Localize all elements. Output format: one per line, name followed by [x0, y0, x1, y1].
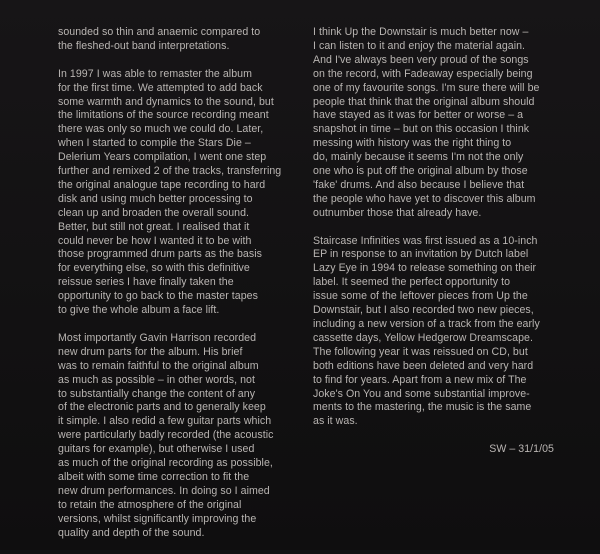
paragraph: I think Up the Downstair is much better now – I can listen to it and enjoy the material again. And I've always been very proud of the songs on the record, with Fadeaway especially being one of my favourite songs. I'm sure there will be people that think that the original album should have stayed as it was for better or worse – a snapshot in time – but on this occasion I think messing with history was the right thing to do, mainly because it seems I'm not the only one who is put off the original album by those 'fake' drums. And also because I believe that the people who have yet to discover this album outnumber those that already have. [313, 26, 540, 219]
paragraph: Staircase Infinities was first issued as a 10-inch EP in response to an invitation by Dutch label Lazy Eye in 1994 to release something on their label. It seemed the perfect opportunity to issue some of the leftover pieces from Up the Downstair, but I also recorded two new pieces, including a new version of a track from the early cassette days, Yellow Hedgerow Dreamscape. The following year it was reissued on CD, but both editions have been deleted and very hard to find for years. Apart from a new mix of The Joke's On You and some substantial improve- ments to the mastering, the music is the same as it was. [313, 234, 540, 428]
signature: SW – 31/1/05 [489, 443, 554, 456]
paragraph: sounded so thin and anaemic compared to the fleshed-out band interpretations. [58, 26, 261, 52]
paragraph: In 1997 I was able to remaster the album for the first time. We attempted to add back some warmth and dynamics to the sound, but the limitations of the source recording meant there was only so much we could do. Later, when I started to compile the Stars Die – Delerium Years compilation, I went one step further and remixed 2 of the tracks, transferring the original analogue tape recording to hard disk and using much better processing to clean up and broaden the overall sound. Better, but still not great. I realised that it could never be how I wanted it to be with those programmed drum parts as the basis for everything else, so with this definitive reissue series I have finally taken the opportunity to go back to the master tapes to give the whole album a face lift. [58, 67, 282, 317]
paragraph: Most importantly Gavin Harrison recorded new drum parts for the album. His brief was to remain faithful to the original album as much as possible – in other words, not to substantially change the content of any of the electronic parts and to generally keep it simple. I also redid a few guitar parts which were particularly badly recorded (the acoustic guitars for example), but otherwise I used as much of the original recording as possible, albeit with some time correction to fit the new drum performances. In doing so I aimed to retain the atmosphere of the original versions, whilst significantly improving the quality and depth of the sound. [58, 331, 274, 539]
right-text-column [313, 26, 558, 471]
left-text-column [58, 26, 303, 554]
